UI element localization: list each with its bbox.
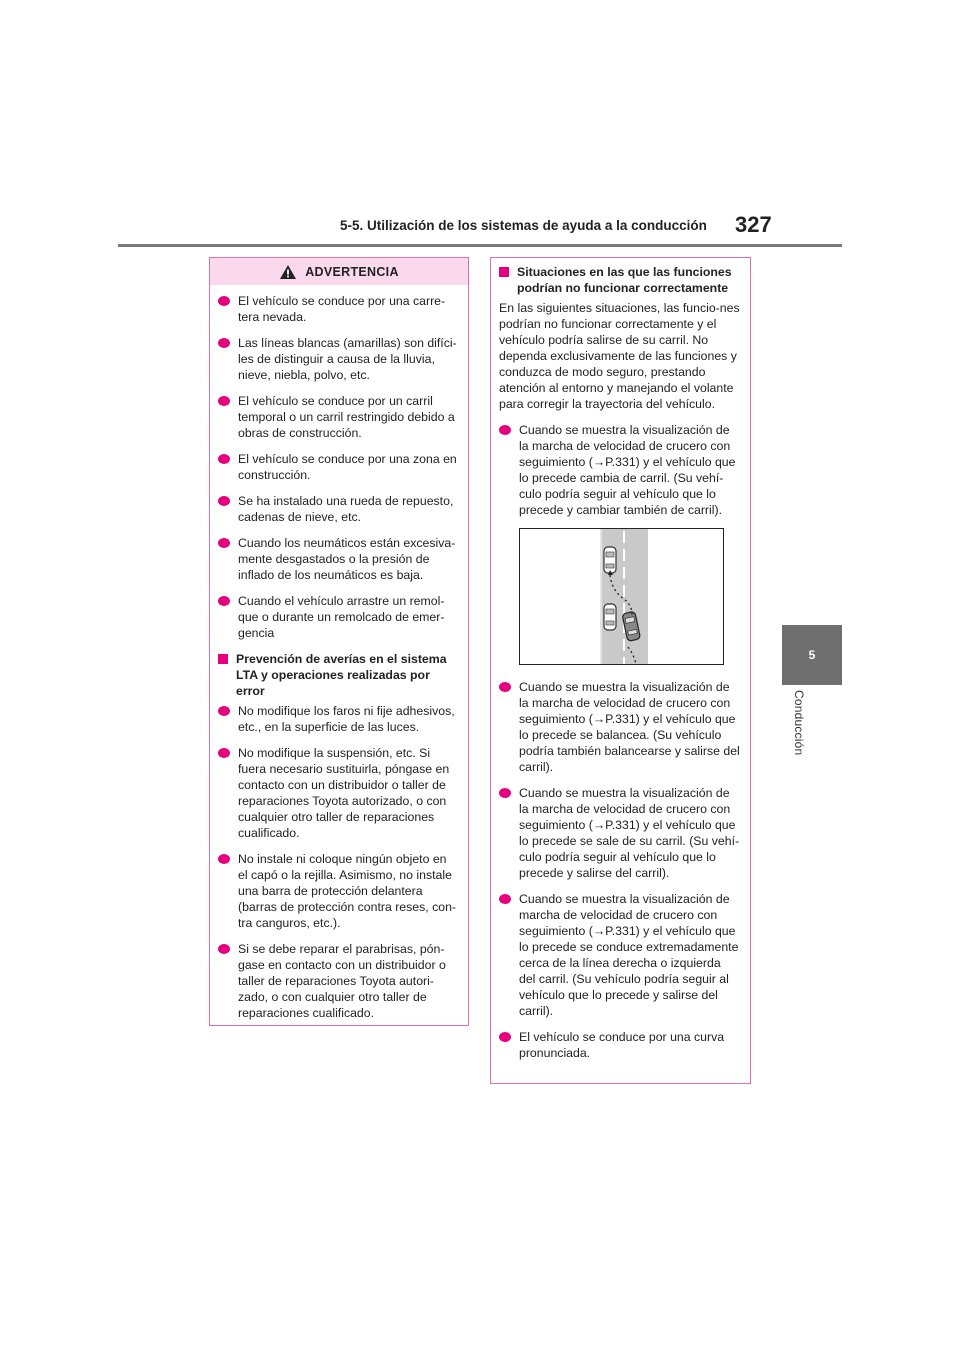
header-rule xyxy=(118,244,842,247)
warning-title: ADVERTENCIA xyxy=(305,264,399,279)
list-item: El vehículo se conduce por un carril temporal o un carril restringido debido a obras de construcción. xyxy=(218,393,458,441)
list-item: Si se debe reparar el parabrisas, pón-gase en contacto con un distribuidor o taller de reparaciones Toyota autori-zado, o con cualquier otro taller de reparaciones cualificado. xyxy=(218,941,458,1021)
warning-triangle-icon xyxy=(279,264,297,280)
list-item: El vehículo se conduce por una carre-tera nevada. xyxy=(218,293,458,325)
lane-change-illustration xyxy=(519,528,724,665)
bullet-icon xyxy=(499,682,511,692)
list-item: No modifique la suspensión, etc. Si fuera necesario sustituirla, póngase en contacto con un distribuidor o taller de reparaciones Toyota autorizado, o con cualquier otro taller de reparaciones cualificado. xyxy=(218,745,458,841)
intro-paragraph: En las siguientes situaciones, las funcio-nes podrían no funcionar correctamente y el vehículo podría salirse de su carril. No dependa exclusivamente de las funciones y conduzca de modo seguro, prestando atención al entorno y manejando el volante para corregir la trayectoria del vehículo. xyxy=(499,301,740,411)
bullet-icon xyxy=(218,538,230,548)
list-item: Cuando el vehículo arrastre un remol-que o durante un remolcado de emer-gencia xyxy=(218,593,458,641)
list-item: Cuando se muestra la visualización de la marcha de velocidad de crucero con seguimiento (→P.331) y el vehículo que lo precede cambia de carril. (Su vehí-culo podría seguir al vehículo que lo precede y cambiar también de carril). xyxy=(499,422,740,518)
list-item: Cuando se muestra la visualización de marcha de velocidad de crucero con seguimiento (→P.331) y el vehículo que lo precede se conduce extremadamente cerca de la línea derecha o izquierda del carril. (Su vehículo podría seguir al vehículo que lo precede y salirse del carril). xyxy=(499,891,740,1019)
bullet-icon xyxy=(218,296,230,306)
section-heading: Situaciones en las que las funciones podrían no funcionar correctamente xyxy=(499,264,740,296)
chapter-tab[interactable]: 5 xyxy=(782,625,842,685)
list-item: El vehículo se conduce por una zona en construcción. xyxy=(218,451,458,483)
chapter-label: Conducción xyxy=(792,690,806,756)
bullet-icon xyxy=(218,496,230,506)
bullet-icon xyxy=(499,1032,511,1042)
list-item: No modifique los faros ni fije adhesivos, etc., en la superficie de las luces. xyxy=(218,703,458,735)
bullet-icon xyxy=(218,748,230,758)
road-diagram-icon xyxy=(520,529,723,664)
warning-box xyxy=(209,257,469,1026)
bullet-icon xyxy=(218,944,230,954)
square-bullet-icon xyxy=(218,654,228,664)
list-item: Se ha instalado una rueda de repuesto, cadenas de nieve, etc. xyxy=(218,493,458,525)
bullet-icon xyxy=(218,396,230,406)
list-item: El vehículo se conduce por una curva pronunciada. xyxy=(499,1029,740,1061)
page-number: 327 xyxy=(735,212,772,237)
bullet-icon xyxy=(218,454,230,464)
section-header-title: 5-5. Utilización de los sistemas de ayuda a la conducción xyxy=(340,218,707,233)
situations-box xyxy=(490,257,751,1084)
bullet-icon xyxy=(499,425,511,435)
square-bullet-icon xyxy=(499,267,509,277)
list-item: Cuando se muestra la visualización de la marcha de velocidad de crucero con seguimiento (→P.331) y el vehículo que lo precede se sale de su carril. (Su vehí-culo podría seguir al vehículo que lo precede y salirse del carril). xyxy=(499,785,740,881)
list-item: Cuando los neumáticos están excesiva-mente desgastados o la presión de inflado de los neumáticos es baja. xyxy=(218,535,458,583)
list-item: No instale ni coloque ningún objeto en el capó o la rejilla. Asimismo, no instale una barra de protección delantera (barras de protección contra reses, con-tra canguros, etc.). xyxy=(218,851,458,931)
warning-header xyxy=(210,258,468,285)
bullet-icon xyxy=(499,894,511,904)
section-heading: Prevención de averías en el sistema LTA y operaciones realizadas por error xyxy=(218,651,458,699)
bullet-icon xyxy=(499,788,511,798)
bullet-icon xyxy=(218,596,230,606)
bullet-icon xyxy=(218,854,230,864)
list-item: Cuando se muestra la visualización de la marcha de velocidad de crucero con seguimiento (→P.331) y el vehículo que lo precede se balancea. (Su vehículo podría también balancearse y salirse del carril). xyxy=(499,679,740,775)
bullet-icon xyxy=(218,338,230,348)
list-item: Las líneas blancas (amarillas) son difíci-les de distinguir a causa de la lluvia, nieve, niebla, polvo, etc. xyxy=(218,335,458,383)
bullet-icon xyxy=(218,706,230,716)
